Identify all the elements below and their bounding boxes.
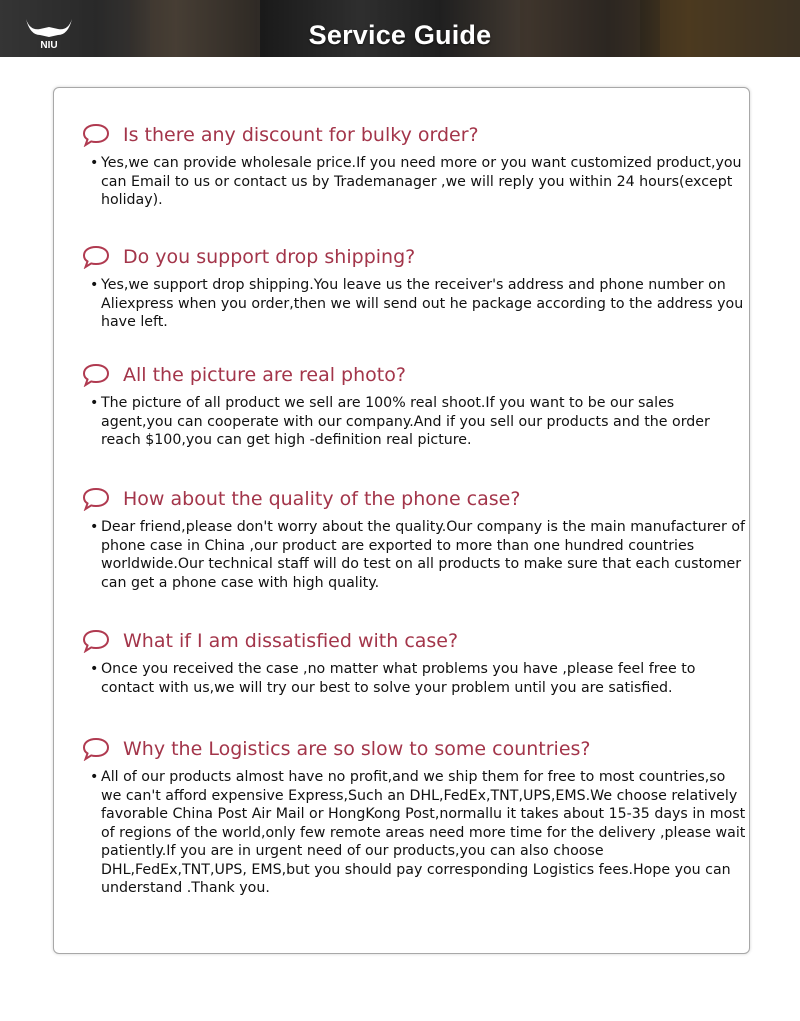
faq-item: [82, 243, 750, 332]
faq-question-row: [82, 121, 750, 149]
faq-answer: [82, 660, 750, 697]
bullet-icon: •: [90, 395, 99, 411]
faq-question-row: [82, 485, 750, 513]
faq-answer: [82, 768, 750, 898]
bullet-icon: •: [90, 519, 99, 535]
faq-question-row: [82, 627, 750, 655]
faq-question-row: [82, 361, 750, 389]
header-banner: [0, 0, 800, 57]
faq-answer-text: Dear friend,please don't worry about the quality.Our company is the main manufacturer of phone case in China ,our product are exported to more than one hundred countries worldwide.Our technical staff will do test on all products to make sure that each customer can get a phone case with high quality.: [101, 519, 746, 591]
faq-answer-text: Yes,we support drop shipping.You leave us the receiver's address and phone number on Aliexpress when you order,then we will send out he package according to the address you have left.: [101, 277, 744, 330]
faq-question: Why the Logistics are so slow to some countries?: [123, 738, 591, 760]
speech-bubble-icon: [82, 123, 110, 147]
faq-item: [82, 485, 750, 592]
faq-question: What if I am dissatisfied with case?: [123, 630, 459, 652]
faq-question: Is there any discount for bulky order?: [123, 124, 479, 146]
faq-answer: [82, 394, 750, 450]
faq-question: Do you support drop shipping?: [123, 246, 416, 268]
logo-text: NIU: [40, 40, 58, 51]
service-guide-panel: [53, 87, 750, 954]
faq-answer: [82, 154, 750, 210]
faq-question: How about the quality of the phone case?: [123, 488, 521, 510]
speech-bubble-icon: [82, 245, 110, 269]
faq-question: All the picture are real photo?: [123, 364, 406, 386]
speech-bubble-icon: [82, 737, 110, 761]
faq-answer-text: Yes,we can provide wholesale price.If you need more or you want customized product,you can Email to us or contact us by Trademanager ,we will reply you within 24 hours(except holiday).: [101, 155, 742, 208]
faq-item: [82, 627, 750, 697]
faq-answer-text: All of our products almost have no profit,and we ship them for free to most countries,so we can't afford expensive Express,Such an DHL,FedEx,TNT,UPS,EMS.We choose relatively favorable China Post Air Mail or HongKong Post,normallu it takes about 15-35 days in most of regions of the world,only few remote areas need more time for the delivery ,please wait patiently.If you are in urgent need of our products,you can also choose DHL,FedEx,TNT,UPS, EMS,but you should pay corresponding Logistics fees.Hope you can understand .Thank you.: [101, 769, 746, 896]
page-title: Service Guide: [308, 20, 492, 50]
faq-answer-text: Once you received the case ,no matter what problems you have ,please feel free to contact with us,we will try our best to solve your problem until you are satisfied.: [101, 661, 696, 696]
faq-question-row: [82, 243, 750, 271]
speech-bubble-icon: [82, 629, 110, 653]
faq-answer: [82, 518, 750, 592]
bullet-icon: •: [90, 277, 99, 293]
bullet-icon: •: [90, 155, 99, 171]
faq-question-row: [82, 735, 750, 763]
faq-item: [82, 735, 750, 898]
bullet-icon: •: [90, 661, 99, 677]
bullet-icon: •: [90, 769, 99, 785]
speech-bubble-icon: [82, 487, 110, 511]
faq-item: [82, 121, 750, 210]
faq-answer-text: The picture of all product we sell are 100% real shoot.If you want to be our sales agent,you can cooperate with our company.And if you sell our products and the order reach $100,you can get high -definition real picture.: [101, 395, 710, 448]
faq-item: [82, 361, 750, 450]
faq-answer: [82, 276, 750, 332]
speech-bubble-icon: [82, 363, 110, 387]
